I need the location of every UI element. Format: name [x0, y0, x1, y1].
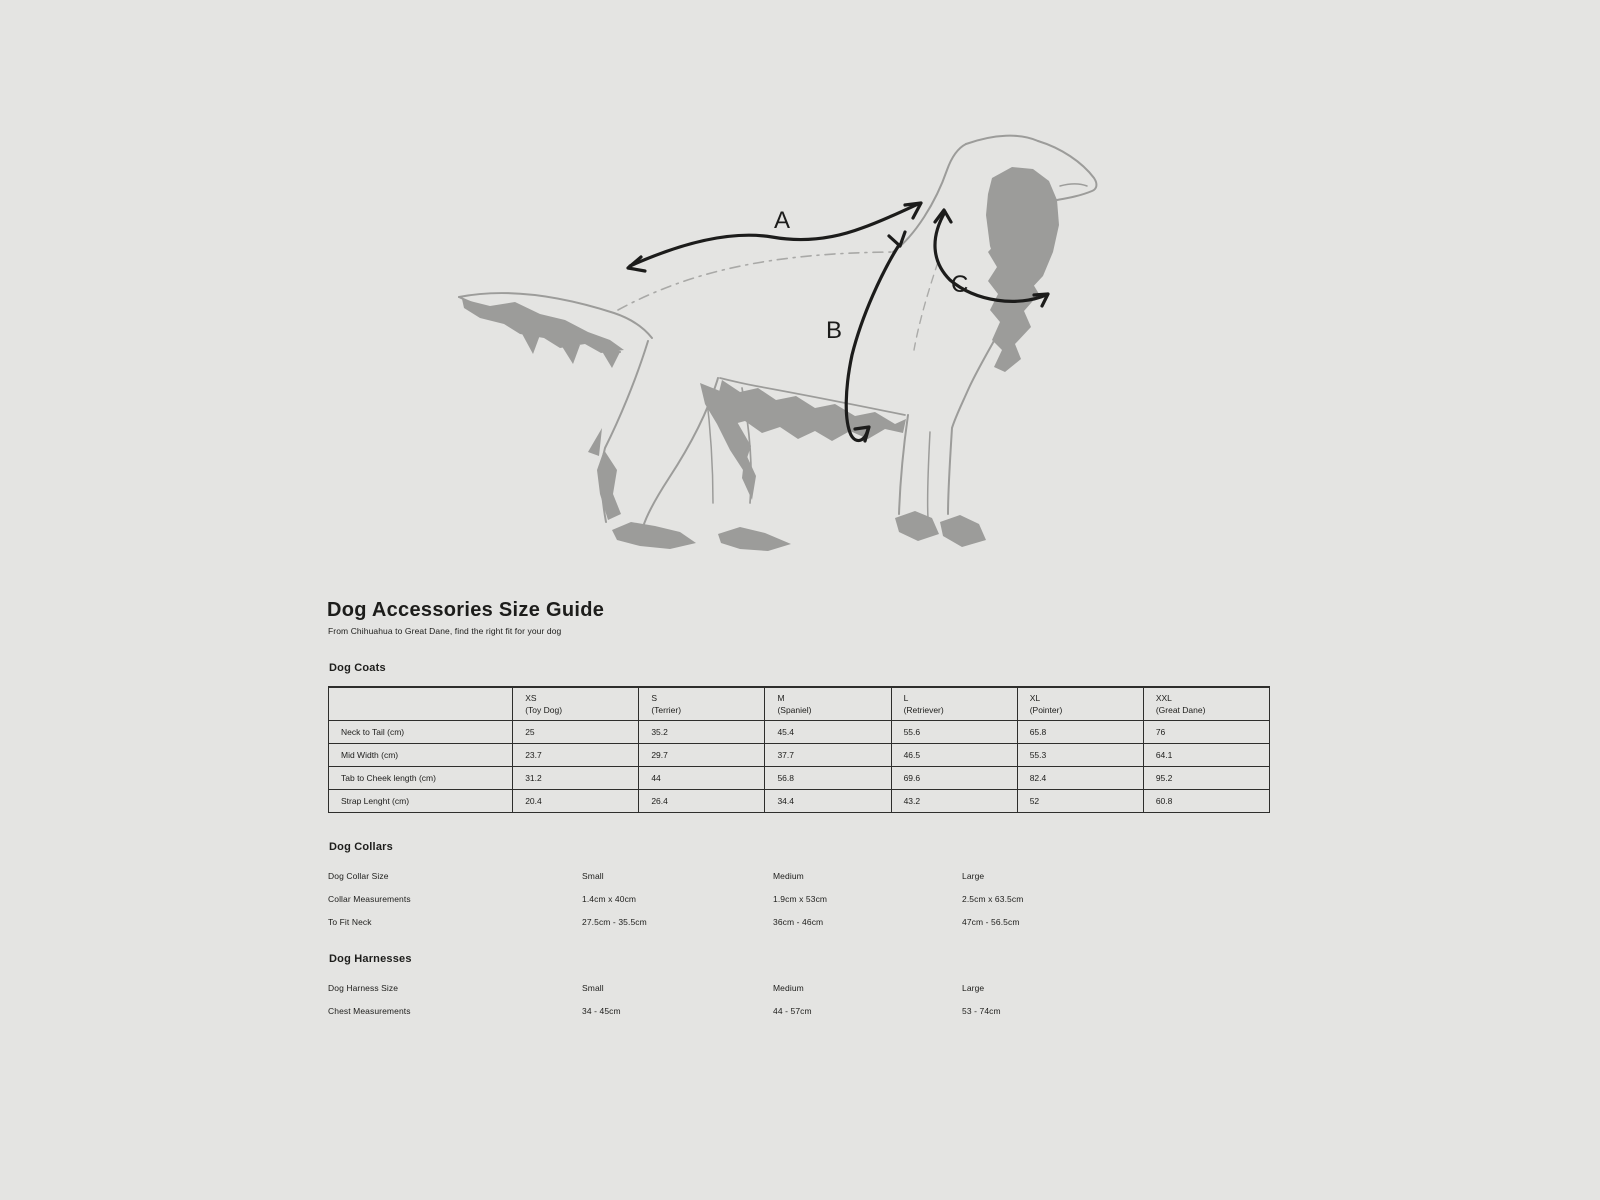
measurement-label-b: B [826, 317, 843, 344]
harness-size-row [328, 983, 1270, 993]
coats-section-heading: Dog Coats [329, 662, 386, 674]
coats-cell: 76 [1143, 721, 1269, 744]
collars-section-heading: Dog Collars [329, 841, 393, 853]
coats-cell: 64.1 [1143, 744, 1269, 767]
harness-chest-row [328, 1006, 1270, 1016]
coats-cell: 20.4 [513, 790, 639, 813]
harness-value-large: Large [962, 983, 985, 993]
coats-table-row [329, 721, 1270, 744]
page-title: Dog Accessories Size Guide [327, 599, 605, 621]
coats-cell: 82.4 [1017, 767, 1143, 790]
collar-fit-neck-row [328, 917, 1270, 927]
coats-col-header [765, 687, 891, 721]
coats-cell: 65.8 [1017, 721, 1143, 744]
collar-value-medium: Medium [773, 871, 804, 881]
coats-col-size: S [651, 693, 657, 703]
coats-col-size: L [903, 693, 909, 703]
measurement-label-c: C [951, 271, 969, 298]
coats-table-row [329, 744, 1270, 767]
coats-table-row [329, 767, 1270, 790]
coats-col-breed: (Great Dane) [1155, 705, 1206, 715]
coats-row-label: Tab to Cheek length (cm) [329, 767, 513, 790]
coats-col-header [891, 687, 1017, 721]
coats-cell: 35.2 [639, 721, 765, 744]
harness-value-medium: Medium [773, 983, 804, 993]
coats-col-breed: (Terrier) [651, 705, 682, 715]
harnesses-section-heading: Dog Harnesses [329, 953, 412, 965]
coats-col-size: XXL [1155, 693, 1172, 703]
coats-col-size: XL [1029, 693, 1041, 703]
coats-cell: 56.8 [765, 767, 891, 790]
collar-value-small: 27.5cm - 35.5cm [582, 917, 647, 927]
coats-cell: 29.7 [639, 744, 765, 767]
coats-cell: 46.5 [891, 744, 1017, 767]
coats-row-label: Neck to Tail (cm) [329, 721, 513, 744]
coats-cell: 43.2 [891, 790, 1017, 813]
coats-col-header [1017, 687, 1143, 721]
coats-cell: 95.2 [1143, 767, 1269, 790]
collar-value-large: 2.5cm x 63.5cm [962, 894, 1024, 904]
coats-cell: 55.6 [891, 721, 1017, 744]
coats-cell: 55.3 [1017, 744, 1143, 767]
collar-value-medium: 36cm - 46cm [773, 917, 824, 927]
coats-cell: 31.2 [513, 767, 639, 790]
coats-col-breed: (Retriever) [903, 705, 944, 715]
coats-header-row [329, 687, 1270, 721]
coats-cell: 37.7 [765, 744, 891, 767]
coats-col-breed: (Toy Dog) [525, 705, 563, 715]
coats-size-table [328, 686, 1270, 813]
harness-value-large: 53 - 74cm [962, 1006, 1001, 1016]
collar-row-label: To Fit Neck [328, 917, 372, 927]
coats-cell: 44 [639, 767, 765, 790]
harness-value-small: 34 - 45cm [582, 1006, 621, 1016]
coats-row-label: Mid Width (cm) [329, 744, 513, 767]
collar-row-label: Collar Measurements [328, 894, 411, 904]
coats-col-size: M [777, 693, 785, 703]
coats-cell: 45.4 [765, 721, 891, 744]
collar-value-medium: 1.9cm x 53cm [773, 894, 828, 904]
collar-size-row [328, 871, 1270, 881]
coats-row-label: Strap Lenght (cm) [329, 790, 513, 813]
coats-cell: 60.8 [1143, 790, 1269, 813]
harness-value-small: Small [582, 983, 604, 993]
coats-cell: 69.6 [891, 767, 1017, 790]
coats-table-row [329, 790, 1270, 813]
collar-value-small: 1.4cm x 40cm [582, 894, 637, 904]
coats-col-header [513, 687, 639, 721]
harness-row-label: Dog Harness Size [328, 983, 399, 993]
coats-col-size: XS [525, 693, 537, 703]
dog-shading [462, 167, 1059, 551]
measurement-label-a: A [774, 207, 791, 234]
coats-col-header [639, 687, 765, 721]
coats-col-breed: (Spaniel) [777, 705, 812, 715]
collar-value-large: Large [962, 871, 985, 881]
coats-cell: 52 [1017, 790, 1143, 813]
coats-cell: 25 [513, 721, 639, 744]
coats-cell: 34.4 [765, 790, 891, 813]
harness-row-label: Chest Measurements [328, 1006, 411, 1016]
coats-col-breed: (Pointer) [1029, 705, 1063, 715]
page-subtitle: From Chihuahua to Great Dane, find the right fit for your dog [328, 626, 562, 636]
collar-value-small: Small [582, 871, 604, 881]
collar-value-large: 47cm - 56.5cm [962, 917, 1020, 927]
coats-corner-cell [329, 687, 513, 721]
harness-value-medium: 44 - 57cm [773, 1006, 812, 1016]
collar-measurements-row [328, 894, 1270, 904]
collar-row-label: Dog Collar Size [328, 871, 389, 881]
coats-col-header [1143, 687, 1269, 721]
coats-cell: 23.7 [513, 744, 639, 767]
coats-cell: 26.4 [639, 790, 765, 813]
